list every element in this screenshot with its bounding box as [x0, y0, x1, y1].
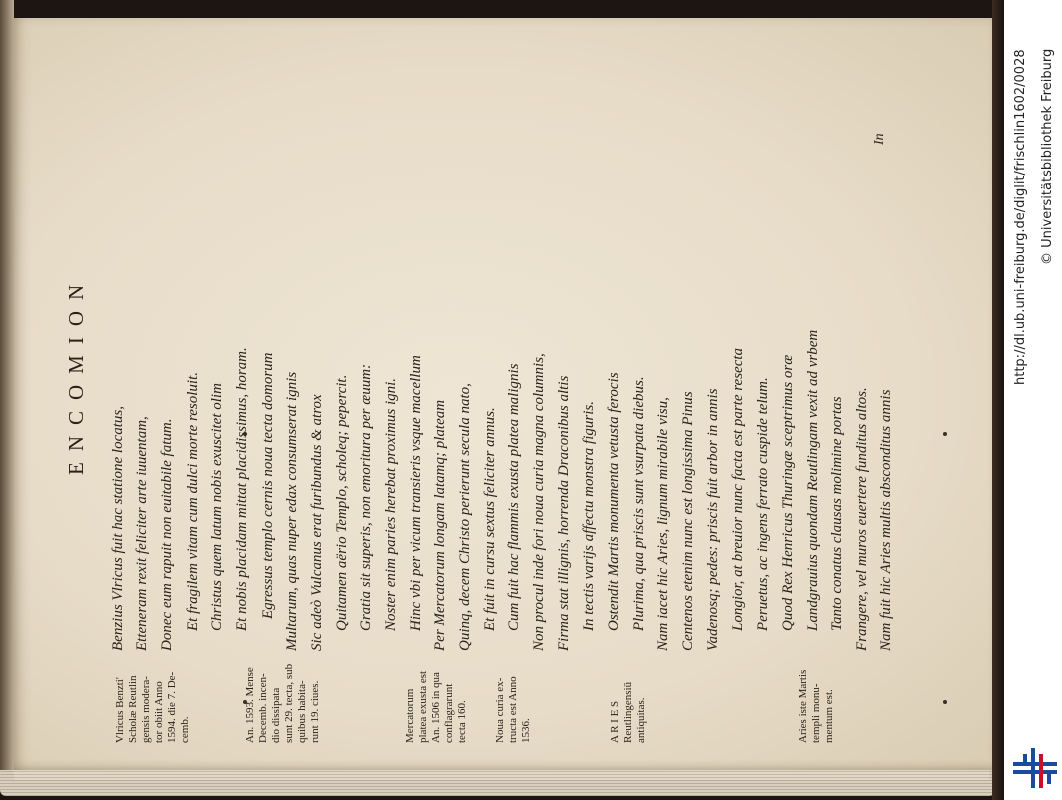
- page-title: ENCOMION: [64, 273, 88, 475]
- verse-line: Cum fuit hac flammis exusta platea malignis: [506, 363, 522, 631]
- copyright-notice: © Universitätsbibliothek Freiburg: [1040, 48, 1055, 265]
- verse-line: Et fragilem vitam cum dulci morte resoluit.: [185, 372, 201, 631]
- margin-note-line: An. 1593. Mense: [244, 667, 256, 743]
- library-logo-icon: [1013, 748, 1057, 788]
- margin-note-line: mentum est.: [823, 689, 835, 743]
- verse-line: Longior, at breuior nunc facta est parte resecta: [730, 347, 746, 631]
- page-text-block: [64, 115, 894, 755]
- margin-note: [609, 682, 648, 743]
- book-spine: [992, 0, 1004, 800]
- verse-line: Landgrauius quondam Reutlingam vexit ad vrbem: [805, 329, 821, 631]
- margin-note-line: Scholæ Reutlin: [127, 675, 139, 743]
- margin-note-line: Decemb. incen-: [257, 673, 269, 743]
- verse-line: Frangere, vel muros euertere funditus altos.: [854, 387, 870, 651]
- margin-note: [494, 676, 533, 743]
- margin-note-line: Mercatorum: [404, 688, 416, 743]
- margin-note-line: Aries iste Martis: [797, 669, 809, 743]
- margin-note: [797, 670, 836, 743]
- margin-note-line: 1594. die 7. De-: [166, 671, 178, 743]
- verse-line: Ostendit Martis monumenta vetusta ferocis: [606, 372, 622, 631]
- verse-line: Sic adeò Vulcanus erat furibundus & atrox: [309, 394, 325, 651]
- verse-line: In tectis varijs affectu monstra figuris.: [581, 401, 597, 631]
- margin-note-line: A R I E S: [609, 700, 621, 743]
- verse-line: Hinc vbi per vicum transieris vsque macellum: [408, 355, 424, 631]
- source-url[interactable]: http://dl.ub.uni-freiburg.de/diglit/frischlin1602/0028: [1013, 49, 1028, 385]
- margin-note-line: templi monu-: [810, 683, 822, 743]
- verse-line: Quitamen aërio Templo, scholeq; pepercit.: [334, 374, 350, 631]
- verse-line: Plurima, qua priscis sunt vsurpata diebus.: [631, 376, 647, 631]
- verse-line: Firma stat illignis, horrenda Draconibus altis: [556, 375, 572, 651]
- verse-line: Peruetus, ac ingens ferrato cuspide telum.: [755, 377, 771, 631]
- verse-line: Quinq, decem Christo perierunt secula nato,: [457, 383, 473, 651]
- verse-line: Et nobis placidam mittat placidissimus, horam.: [234, 347, 250, 631]
- verse-line: Quod Rex Henricus Thuringæ sceptrimus oræ: [780, 354, 796, 631]
- margin-note-line: conflagrarunt: [443, 683, 455, 743]
- margin-note-line: An. 1506 in qua: [430, 672, 442, 743]
- margin-note-line: runt 19. ciues.: [309, 680, 321, 743]
- margin-note-line: tor obiit Anno: [153, 681, 165, 743]
- margin-note: [404, 671, 469, 743]
- verse-line: Gratia sit superis, non emoritura per æuum:: [358, 363, 374, 631]
- verse-line: Tanto conatus clausas molimine portas: [829, 396, 845, 631]
- margin-note-line: Noua curia ex-: [494, 677, 506, 743]
- verse-line: Noster enim paries herebat proximus igni.: [383, 377, 399, 631]
- margin-note: [244, 664, 322, 743]
- verse-line: Etteneram rexit feliciter arte iuuentam,: [134, 416, 150, 651]
- page-mark: [943, 700, 947, 704]
- verse-line: Nam fuit hic Aries multis absconditus annis: [878, 389, 894, 651]
- verse-line: Per Mercatorum longam latamq; plateam: [432, 399, 448, 651]
- margin-note: [114, 672, 192, 743]
- margin-note-line: dio dissipata: [270, 687, 282, 743]
- page-mark: [943, 432, 947, 436]
- verse-line: Vadenosq; pedes: priscis fuit arbor in annis: [705, 388, 721, 651]
- margin-note-line: sunt 29. tecta, sub: [283, 663, 295, 743]
- verse-line: Et fuit in cursu sextus feliciter annus.: [482, 407, 498, 631]
- verse-line: Benzius Vlricus fuit hac statione locatus,: [110, 406, 126, 651]
- verse-line: Multarum, quas nuper edax consumserat ignis: [284, 371, 300, 651]
- margin-note-line: tecta 160.: [456, 700, 468, 743]
- verse-line: Donec eum rapuit non euitabile fatum.: [159, 418, 175, 651]
- verse-line: Egressus templo cernis noua tecta domorum: [260, 352, 276, 619]
- verse-line: Non procul inde fori noua curia magna columnis,: [531, 353, 547, 651]
- margin-note-line: platea exusta est: [417, 670, 429, 743]
- margin-note-line: tructa est Anno: [507, 676, 519, 743]
- margin-note-line: 1536.: [520, 718, 532, 743]
- verse-line: Christus quem latum nobis exuscitet olim: [209, 383, 225, 631]
- margin-note-line: antiquitas.: [635, 697, 647, 743]
- margin-note-line: Reutlingensiū: [622, 681, 634, 743]
- margin-note-line: Vlricus Benzti': [114, 677, 126, 743]
- verse-line: Nam iacet hic Aries, lignum mirabile visu,: [655, 397, 671, 651]
- margin-note-line: quibus habita-: [296, 680, 308, 743]
- verse-line: Centenos etenim nunc est longissima Pinus: [680, 391, 696, 651]
- book-gutter: [0, 0, 14, 770]
- catchword: In: [872, 133, 887, 145]
- margin-note-line: cemb.: [179, 716, 191, 743]
- margin-note-line: gensis modera-: [140, 676, 152, 743]
